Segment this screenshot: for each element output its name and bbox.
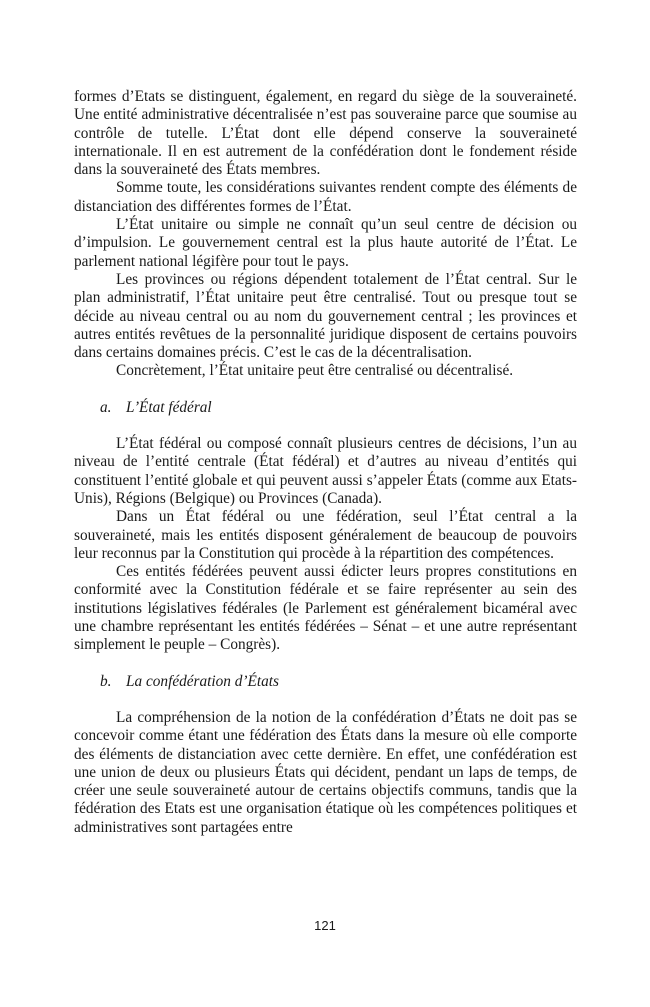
paragraph: Dans un État fédéral ou une fédération, seul l’État central a la souveraineté, mais les entités disposent généralement de beaucoup de pouvoirs leur reconnus par la Constitution qui procède à la répartition des compétences.	[74, 508, 577, 562]
paragraph: Les provinces ou régions dépendent totalement de l’État central. Sur le plan administratif, l’État unitaire peut être centralisé. Tout ou presque tout se décide au niveau central ou au nom du gouvernement central ; les provinces et autres entités revêtues de la personnalité juridique disposent de certains pouvoirs dans certains domaines précis. C’est le cas de la décentralisation.	[74, 270, 577, 362]
paragraph: Ces entités fédérées peuvent aussi édicter leurs propres constitutions en conformité avec la Constitution fédérale et se faire représenter au sein des institutions législatives fédérales (le Parlement est généralement bicaméral avec une chambre représentant les entités fédérées – Sénat – et une autre représentant simplement le peuple – Congrès).	[74, 563, 577, 654]
paragraph: La compréhension de la notion de la confédération d’États ne doit pas se concevoir comme étant une fédération des États dans la mesure où elle comporte des éléments de distanciation avec cette dernière. En effet, une confédération est une union de deux ou plusieurs États qui décident, pendant un laps de temps, de créer une seule souveraineté autour de certains objectifs communs, tandis que la fédération des Etats est une organisation étatique où les compétences politiques et administratives sont partagées entre	[74, 708, 577, 836]
paragraph: formes d’Etats se distinguent, également, en regard du siège de la souveraineté. Une entité administrative décentralisée n’est pas souveraine parce que soumise au contrôle de tutelle. L’État dont elle dépend conserve la souveraineté internationale. Il en est autrement de la confédération dont le fondement réside dans la souveraineté des États membres.	[74, 88, 577, 179]
paragraph: Somme toute, les considérations suivantes rendent compte des éléments de distanciation des différentes formes de l’État.	[74, 179, 577, 215]
section-heading-a	[100, 399, 577, 417]
section-heading-b	[100, 673, 577, 691]
section-letter: b.	[100, 672, 112, 690]
paragraph: Concrètement, l’État unitaire peut être centralisé ou décentralisé.	[116, 362, 514, 380]
section-title: L’État fédéral	[126, 398, 212, 416]
page-number: 121	[314, 918, 336, 933]
section-title: La confédération d’États	[126, 672, 279, 690]
section-letter: a.	[100, 398, 112, 416]
paragraph: L’État unitaire ou simple ne connaît qu’un seul centre de décision ou d’impulsion. Le gouvernement central est la plus haute autorité de l’État. Le parlement national légifère pour tout le pays.	[74, 216, 577, 270]
page-body	[74, 88, 577, 837]
paragraph: L’État fédéral ou composé connaît plusieurs centres de décisions, l’un au niveau de l’entité centrale (État fédéral) et d’autres au niveau d’entités qui constituent l’entité globale et qui peuvent aussi s’appeler États (comme aux Etats-Unis), Régions (Belgique) ou Provinces (Canada).	[74, 435, 577, 507]
